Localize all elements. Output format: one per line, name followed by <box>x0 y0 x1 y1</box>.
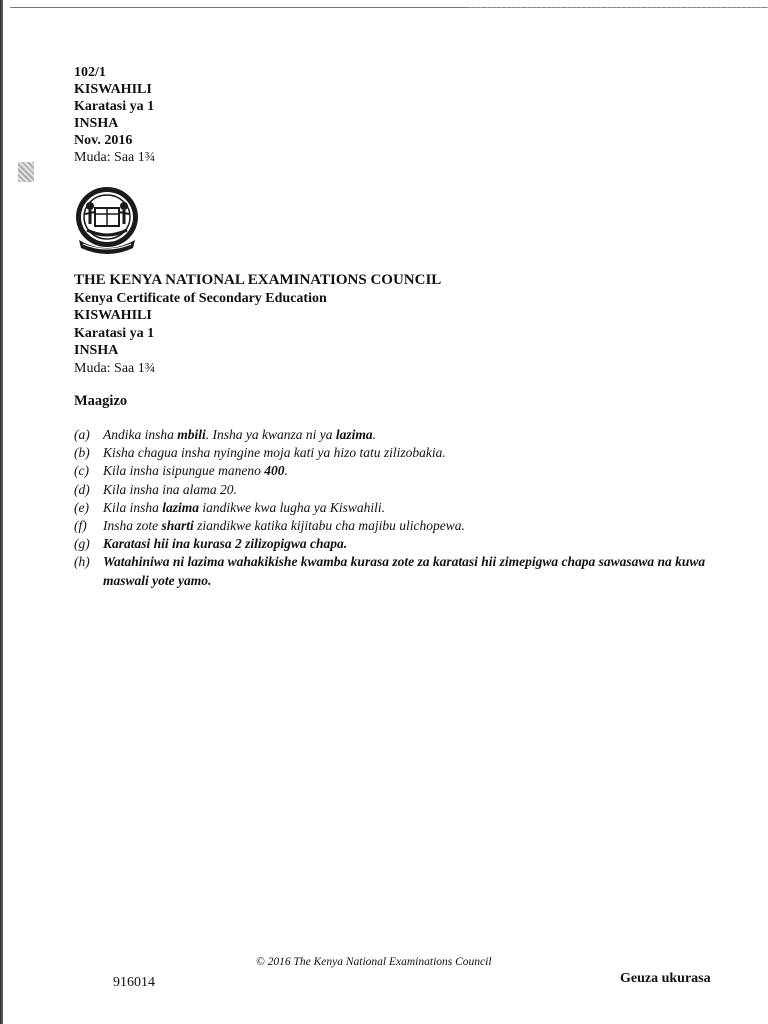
instruction-item <box>74 481 714 499</box>
paper-date: Nov. 2016 <box>74 133 133 148</box>
instruction-item <box>74 517 714 535</box>
paper-code-footer: 916014 <box>113 975 155 990</box>
council-section: INSHA <box>74 343 119 358</box>
instruction-label: (d) <box>74 481 90 497</box>
instruction-text: Karatasi hii ina kurasa 2 zilizopigwa chapa. <box>103 536 348 552</box>
instruction-item <box>74 535 714 553</box>
instruction-item <box>74 426 714 444</box>
paper-number: Karatasi ya 1 <box>74 99 155 114</box>
certificate-title: Kenya Certificate of Secondary Education <box>74 290 327 306</box>
instruction-text: Kisha chagua insha nyingine moja kati ya hizo tatu zilizobakia. <box>103 445 446 461</box>
copyright-notice: © 2016 The Kenya National Examinations Council <box>256 956 492 968</box>
instruction-label: (a) <box>74 427 90 442</box>
instruction-text: Insha zote sharti ziandikwe katika kijitabu cha majibu ulichopewa. <box>103 518 465 534</box>
instruction-label: (f) <box>74 518 87 534</box>
instruction-text: Watahiniwa ni lazima wahakikishe kwamba kurasa zote za karatasi hii zimepigwa chapa sawasawa na kuwa maswali yote yamo. <box>103 554 706 588</box>
instruction-item <box>74 462 714 480</box>
paper-section: INSHA <box>74 116 119 131</box>
scan-artifact <box>18 162 34 182</box>
instruction-text: Andika insha mbili. Insha ya kwanza ni ya lazima. <box>103 427 377 442</box>
paper-subject: KISWAHILI <box>74 82 152 97</box>
instruction-item <box>74 499 714 517</box>
paper-header <box>74 64 155 166</box>
council-header <box>74 272 441 377</box>
instruction-label: (e) <box>74 499 89 515</box>
instruction-text: Kila insha isipungue maneno 400. <box>103 463 288 479</box>
instruction-item <box>74 553 714 589</box>
council-name: THE KENYA NATIONAL EXAMINATIONS COUNCIL <box>74 272 442 288</box>
paper-code: 102/1 <box>74 65 106 80</box>
instruction-label: (b) <box>74 445 90 461</box>
instruction-text: Kila insha ina alama 20. <box>103 481 237 497</box>
instruction-item <box>74 444 714 462</box>
council-subject: KISWAHILI <box>74 308 152 323</box>
council-paper: Karatasi ya 1 <box>74 325 155 341</box>
paper-time: Muda: Saa 1¾ <box>74 150 156 165</box>
instruction-text: Kila insha lazima iandikwe kwa lugha ya Kiswahili. <box>103 499 386 515</box>
turn-over-note: Geuza ukurasa <box>620 971 711 986</box>
scan-top-dash <box>470 7 768 8</box>
instruction-label: (c) <box>74 463 89 479</box>
instruction-label: (h) <box>74 554 90 570</box>
instruction-label: (g) <box>74 536 90 552</box>
scan-edge <box>0 0 3 1024</box>
instructions-heading: Maagizo <box>74 393 128 409</box>
knec-coat-of-arms-icon <box>73 184 141 254</box>
council-time: Muda: Saa 1¾ <box>74 360 156 376</box>
instructions-list <box>74 426 714 590</box>
